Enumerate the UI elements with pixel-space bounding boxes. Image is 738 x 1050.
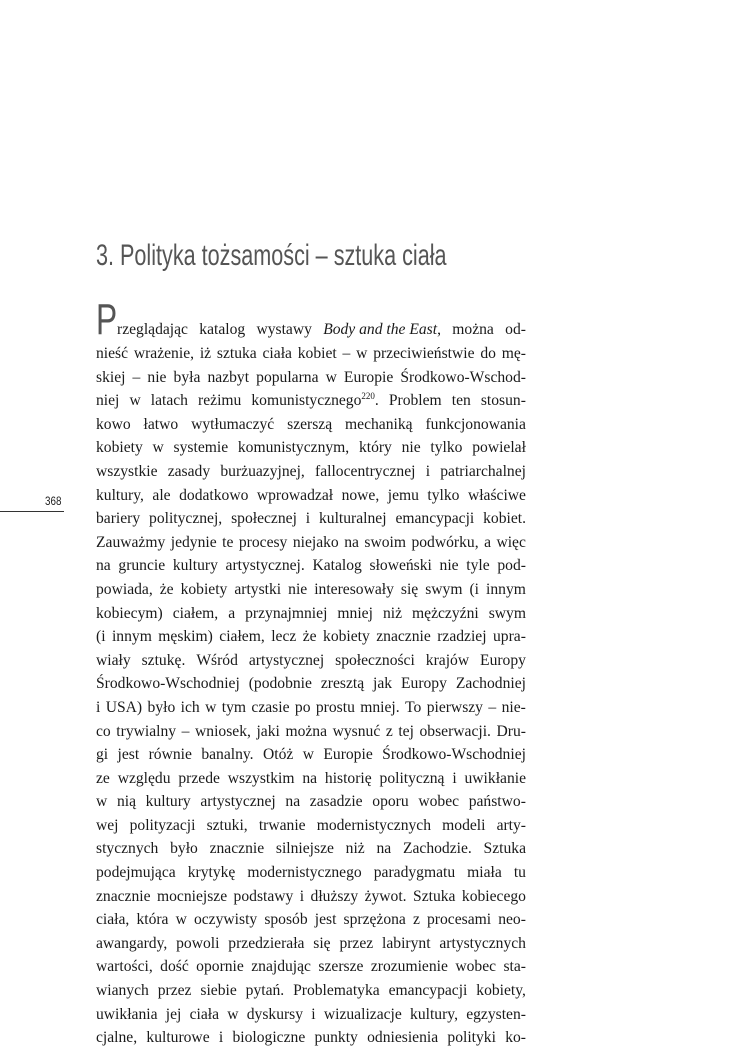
text-line: gi jest równie banalny. Otóż w Europie Środkowo-Wschodniej	[96, 746, 526, 764]
text-line: ze względu przede wszystkim na historię polityczną i uwikłanie	[96, 769, 526, 787]
text-line: wianych przez siebie pytań. Problematyka emancypacji kobiety,	[96, 982, 526, 1000]
text-line: powiada, że kobiety artystki nie interesowały się swym (i innym	[96, 580, 526, 598]
text-line: nieść wrażenie, iż sztuka ciała kobiet – w przeciwieństwie do mę-	[96, 345, 526, 362]
text-line: wartości, dość opornie znajdując szersze zrozumienie wobec sta-	[96, 958, 526, 976]
text-line: wszystkie zasady burżuazyjnej, fallocentrycznej i patriarchalnej	[96, 462, 526, 480]
text-line: skiej – nie była nazbyt popularna w Europie Środkowo-Wschod-	[96, 368, 526, 386]
text-line: uwikłania jej ciała w dyskursy i wizualizacje kultury, egzysten-	[96, 1005, 526, 1023]
text-line: (i innym męskim) ciałem, lecz że kobiety znacznie rzadziej upra-	[96, 628, 526, 646]
text-line: wiały sztukę. Wśród artystycznej społeczności krajów Europy	[96, 651, 526, 669]
text-line: znacznie mocniejsze podstawy i dłuższy żywot. Sztuka kobiecego	[96, 887, 526, 905]
text-line: kowo łatwo wytłumaczyć szerszą mechaniką funkcjonowania	[96, 415, 526, 433]
page-number: 368	[45, 494, 62, 508]
text-line: Środkowo-Wschodniej (podobnie zresztą jak Europy Zachodniej	[96, 675, 526, 693]
text-line: na gruncie kultury artystycznej. Katalog słoweński nie tyle pod-	[96, 557, 526, 575]
text-line: bariery politycznej, społecznej i kulturalnej emancypacji kobiet.	[96, 510, 526, 528]
margin-rule	[0, 511, 64, 512]
text-line: i USA) było ich w tym czasie po prostu mniej. To pierwszy – nie-	[96, 698, 526, 716]
text-line: kultury, ale dodatkowo wprowadzał nowe, jemu tylko właściwe	[96, 486, 526, 504]
text-line: w nią kultury artystycznej na zasadzie oporu wobec państwo-	[96, 793, 526, 811]
text-line: co trywialny – wniosek, jaki można wysnuć z tej obserwacji. Dru-	[96, 722, 526, 740]
text-line: kobiety w systemie komunistycznym, który nie tylko powielał	[96, 439, 526, 457]
text-line: awangardy, powoli przedzierała się przez labirynt artystycznych	[96, 934, 526, 952]
text-line: kobiecym) ciałem, a przynajmniej mniej niż mężczyźni swym	[96, 604, 526, 622]
text-line: podejmująca krytykę modernistycznego paradygmatu miała tu	[96, 864, 526, 882]
body-text	[96, 295, 526, 1050]
text-line: ciała, która w oczywisty sposób jest sprzężona z procesami neo-	[96, 911, 526, 929]
text-line: niej w latach reżimu komunistycznego$^{220}$. Problem ten stosun-	[96, 391, 526, 410]
text-line: Zauważmy jedynie te procesy niejako na swoim podwórku, a więc	[96, 533, 526, 551]
text-line: cjalne, kulturowe i biologiczne punkty odniesienia polityki ko-	[96, 1029, 526, 1047]
text-line: stycznych było znacznie silniejsze niż na Zachodzie. Sztuka	[96, 840, 526, 858]
chapter-title: 3. Polityka tożsamości – sztuka ciała	[96, 239, 447, 272]
text-line: P rzeglądając katalog wystawy Body and the East, można od-	[96, 295, 526, 344]
text-line: wej polityzacji sztuki, trwanie modernistycznych modeli arty-	[96, 816, 526, 834]
drop-cap: P	[96, 295, 118, 344]
